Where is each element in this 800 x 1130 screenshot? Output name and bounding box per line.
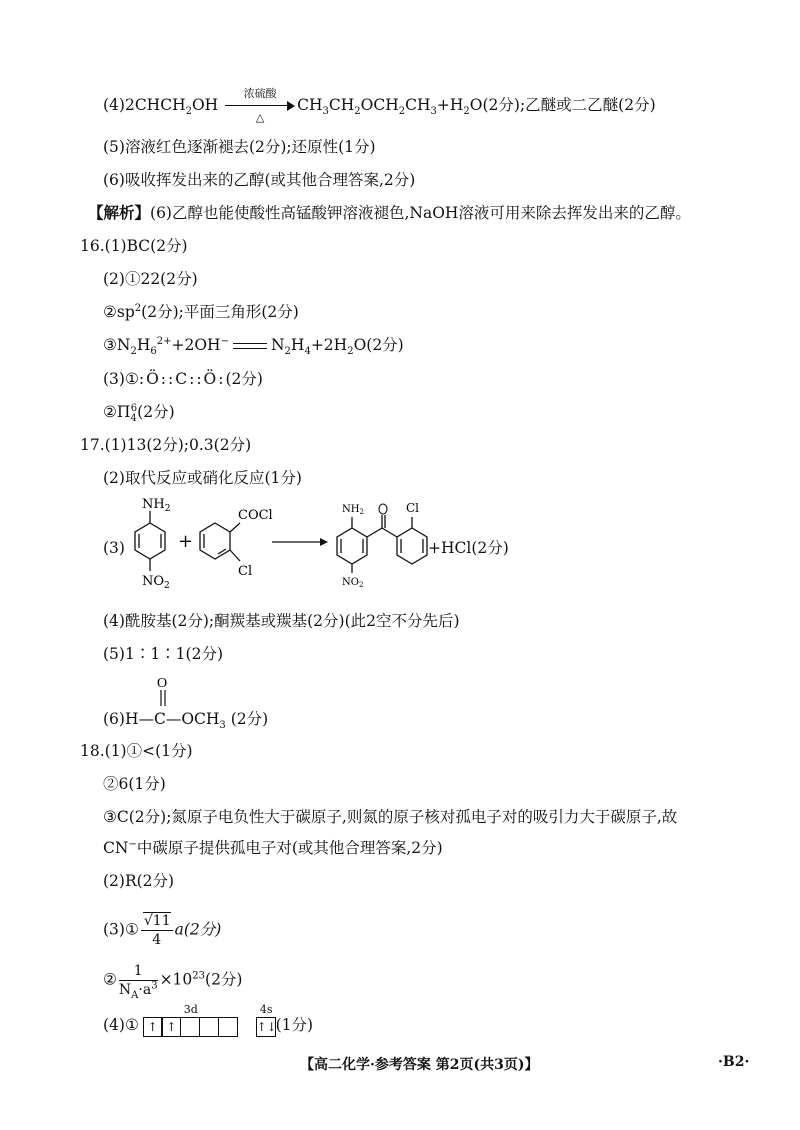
q16-line-1: 16.(1)BC(2分) [80,237,188,255]
q17-line-5: (5)1∶1∶1(2分) [103,645,223,663]
carbonyl-oxygen [379,504,387,514]
orbital-4s: 4s ↑↓ [257,1015,276,1037]
reaction-arrow [225,87,295,124]
density-fraction: $\frac{1}{N_A\cdot a^3}$ [118,963,158,1001]
orbital-3d: 3d ↑ ↑ [144,1015,238,1037]
nh2-label: $NH_2$ [142,497,171,514]
cl-label: Cl [238,564,253,579]
q16-line-3: $②sp^2(2$分);平面三角形(2分) [103,302,299,321]
q18-line-7: ② $\frac{1}{N_A\cdot a^3}$ $\times 10^{23}(2$分) [103,963,243,1001]
q18-line-5: (2)R(2分) [103,872,175,890]
p-nitroaniline-structure [135,511,165,571]
electron-dot-formula: :Ö::C::Ö: [138,370,226,388]
carbonyl-double-bond [150,672,180,712]
q16-line-2: (2)①22(2分) [103,270,198,288]
product-nh2-label: $NH_2$ [342,504,364,516]
q18-line-4: CN−中碳原子提供孤电子对(或其他合理答案,2分) [103,838,443,857]
svg-text:O: O [157,676,168,691]
reagent-label: 浓硫酸 [243,87,277,100]
product-cl-label: Cl [406,501,420,515]
q17-line-1: 17.(1)13(2分);0.3(2分) [80,436,252,454]
q16-line-4: $③N_2H_6^{2+}+2OH^-$ $N_2H_4+2H_2O(2$分) [103,335,404,358]
chlorobenzoyl-chloride-structure [200,523,240,561]
answer-line-6: (6)吸收挥发出来的乙醇(或其他合理答案,2分) [103,171,416,189]
answer-line-4-ether: $(4)2CHCH_2OH$ 浓硫酸 △ $CH_3CH_2OCH_2CH_3+H_2O(2$分);乙醚或二乙醚(2分) [103,94,656,117]
answer-line-5: (5)溶液红色逐渐褪去(2分);还原性(1分) [103,138,376,156]
q17-line-4: (4)酰胺基(2分);酮羰基或羰基(2分)(此2空不分先后) [103,612,460,630]
analysis-tag: 【解析】 [88,203,151,222]
no2-label: $NO_2$ [142,574,170,591]
product-structure [337,515,427,573]
sqrt11-over-4: $\frac{√11}{4}$ [141,912,173,949]
q16-line-5: (3)①:Ö::C::Ö:(2分) [103,370,263,388]
equals-sign [233,343,267,349]
analysis-line: 【解析】(6)乙醇也能使酸性高锰酸钾溶液褪色,NaOH溶液可用来除去挥发出来的乙醇。 [88,203,691,222]
heat-label: △ [255,111,265,124]
product-no2-label: $NO_2$ [342,577,364,589]
q16-line-6: $②\Pi_4^6(2$分) [103,402,175,425]
q18-line-1: 18.(1)①<(1分) [80,742,193,760]
q18-line-6: (3)① $\frac{√11}{4}$ a(2分) [103,913,222,948]
q18-line-8: (4)① 3d ↑ ↑ 4s ↑↓(1分) [103,1014,313,1037]
q17-line-3-tail: +HCl(2分) [428,539,509,557]
q17-line-6: $(6)H—C—OCH_3$ (2分) [103,710,269,732]
footer-code: ·B2· [718,1054,750,1070]
q18-line-3: ③C(2分);氮原子电负性大于碳原子,则氮的原子核对孤电子对的吸引力大于碳原子,故 [103,808,678,826]
cocl-label: COCl [238,508,273,523]
plus-sign: + [178,531,194,552]
q17-line-3-label: (3) [103,539,125,557]
q17-line-2: (2)取代反应或硝化反应(1分) [103,469,302,487]
q18-line-2: ②6(1分) [103,775,166,793]
footer-title: 【高二化学·参考答案 第2页(共3页)】 [300,1057,539,1073]
